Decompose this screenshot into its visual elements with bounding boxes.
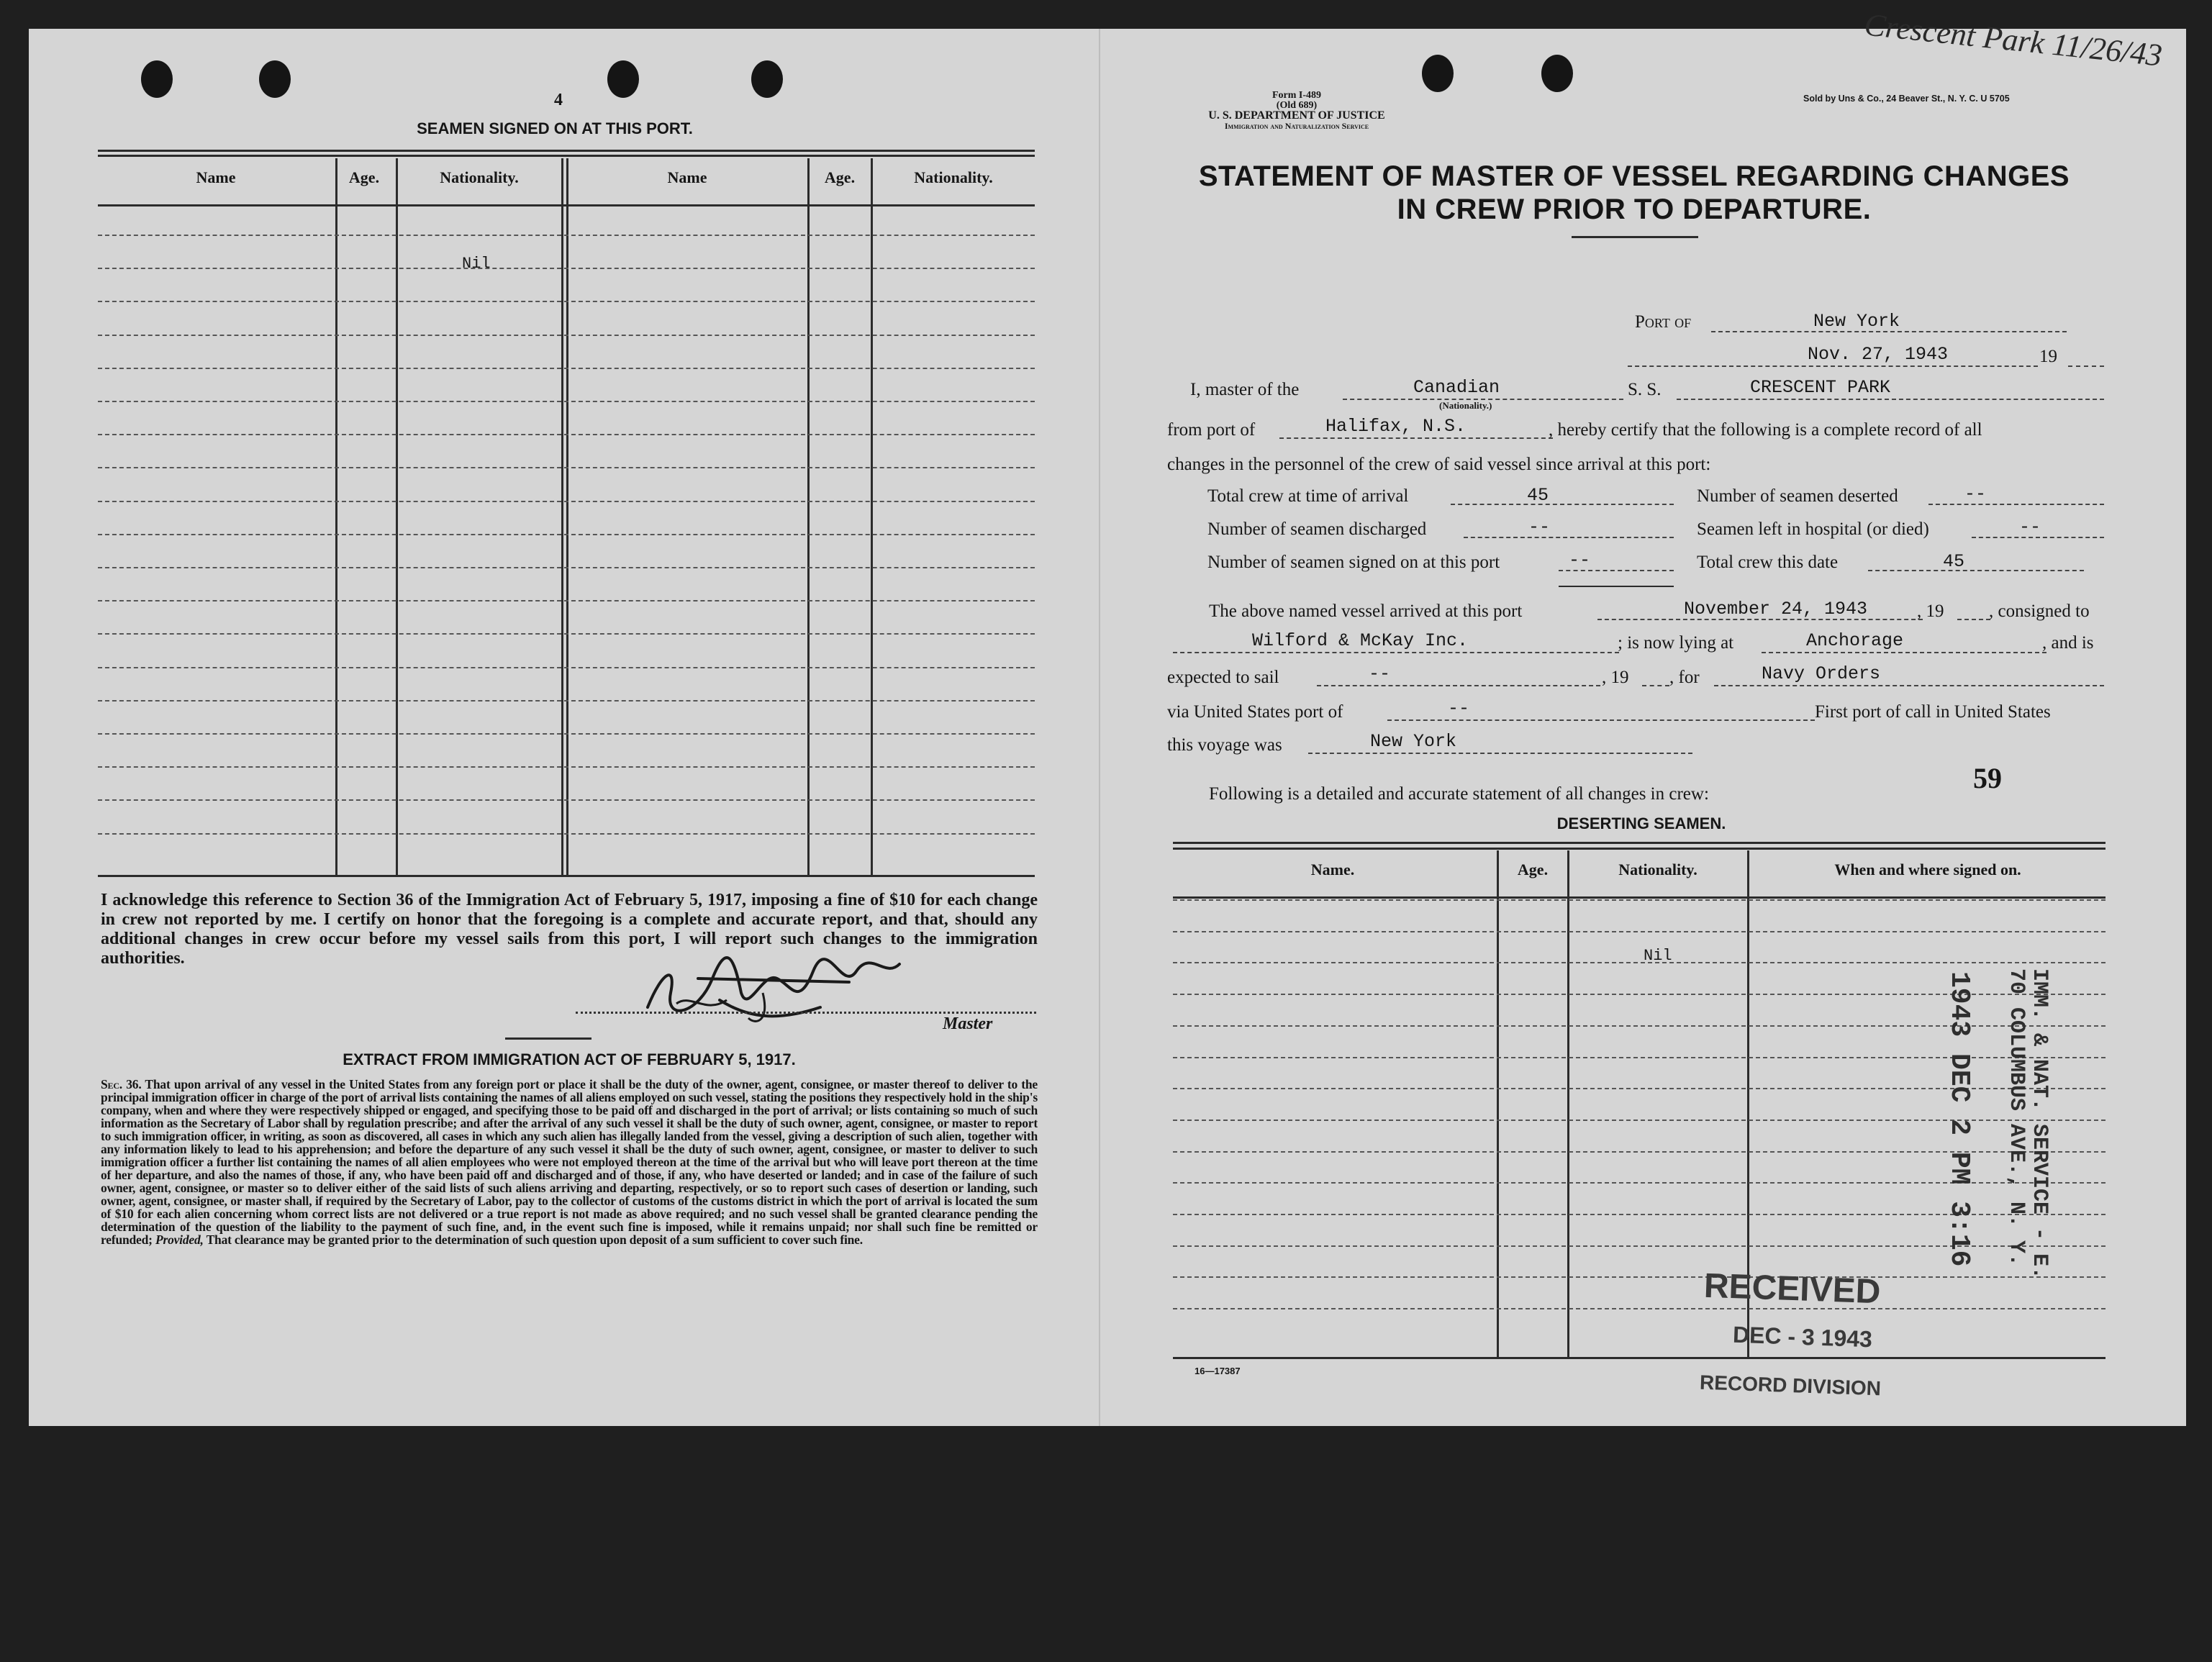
table-row-line <box>98 700 1035 701</box>
deserted-label: Number of seamen deserted <box>1697 486 1898 506</box>
signed-on-value: -- <box>1569 550 1591 571</box>
total-crew-date-value: 45 <box>1943 551 1965 572</box>
extract-title: EXTRACT FROM IMMIGRATION ACT OF FEBRUARY 5, 1917. <box>343 1050 796 1068</box>
table-row-line <box>1173 1308 2106 1309</box>
field-line <box>1868 570 2084 571</box>
master-signature <box>633 950 935 1029</box>
table-row-line <box>98 733 1035 735</box>
nationality-caption: (Nationality.) <box>1439 400 1492 411</box>
extract-text <box>101 1078 1038 1246</box>
page-number: 4 <box>554 91 563 109</box>
form-old-number: (Old 689) <box>1276 100 1318 111</box>
table-row-line <box>98 667 1035 668</box>
table-row-line <box>98 633 1035 635</box>
section-title: SEAMEN SIGNED ON AT THIS PORT. <box>417 119 693 137</box>
col-header-nationality: Nationality. <box>914 168 993 186</box>
vessel-name: CRESCENT PARK <box>1750 377 1891 398</box>
discharged-value: -- <box>1528 517 1551 537</box>
deserting-title: DESERTING SEAMEN. <box>1556 814 1726 832</box>
table-row-line <box>98 534 1035 535</box>
signature-line <box>576 1012 1036 1014</box>
table-top-rule <box>98 155 1035 157</box>
table-row-line <box>98 434 1035 435</box>
table-top-rule <box>98 150 1035 152</box>
service-stamp-line2: 70 COLUMBUS AVE., N. Y. <box>2004 968 2029 1267</box>
desert-table-bottom-rule <box>1173 1357 2106 1359</box>
hospital-label: Seamen left in hospital (or died) <box>1697 519 1929 539</box>
port-value: New York <box>1813 311 1900 332</box>
port-label: Port of <box>1635 312 1692 332</box>
desert-table-header-rule <box>1173 896 2106 899</box>
col-header-name: Name <box>196 168 236 186</box>
form-number: Form I-489 <box>1272 90 1322 101</box>
date-value: Nov. 27, 1943 <box>1808 344 1949 365</box>
expected-year-prefix: , 19 <box>1602 668 1629 687</box>
field-line <box>1451 504 1674 505</box>
punch-hole <box>1422 55 1454 92</box>
counts-underline <box>1559 586 1674 587</box>
table-row-line <box>98 600 1035 601</box>
service-stamp-line1: IMM. & NAT. SERVICE - E. <box>2027 968 2052 1280</box>
form-code: 16—17387 <box>1195 1366 1241 1376</box>
desert-table-top-rule <box>1173 842 2106 844</box>
field-line <box>1173 652 1619 653</box>
following-text: Following is a detailed and accurate statement of all changes in crew: <box>1209 784 1709 804</box>
col-header-name: Name <box>667 168 707 186</box>
field-line <box>1714 685 2104 686</box>
discharged-label: Number of seamen discharged <box>1207 519 1427 539</box>
table-row-line <box>98 567 1035 568</box>
table-row-line <box>98 401 1035 402</box>
service-stamp-date: 1943 DEC 2 PM 3:16 <box>1944 971 1975 1267</box>
desert-table-top-rule <box>1173 848 2106 850</box>
first-port-label: First port of call in United States <box>1815 702 2051 722</box>
field-line <box>1928 504 2104 505</box>
signature-rule <box>505 1037 591 1040</box>
table-row-line <box>1173 899 2106 901</box>
nationality-value: Canadian <box>1413 377 1500 398</box>
voyage-value: New York <box>1370 731 1457 752</box>
consigned-label: , consigned to <box>1989 601 2090 621</box>
signed-on-label: Number of seamen signed on at this port <box>1207 553 1500 572</box>
table-row-line <box>98 368 1035 369</box>
desert-nationality-entry: Nil <box>1644 947 1672 965</box>
department-name: U. S. DEPARTMENT OF JUSTICE <box>1208 109 1385 122</box>
from-port-value: Halifax, N.S. <box>1325 416 1467 437</box>
and-is-text: , and is <box>2042 633 2094 653</box>
acknowledgement-text: I acknowledge this reference to Section 36 of the Immigration Act of February 5, 1917, imposing a fine of $10 for each change in crew not reported by me. I certify on honor that the foregoing is a complete and accurate report, and that, should any additional changes in crew occur before my vessel sails from this port, I will report such changes to the immigration authorities. <box>101 891 1038 968</box>
table-row-line <box>98 268 1035 269</box>
col-header-age: Age. <box>824 168 856 186</box>
arrived-year-prefix: , 19 <box>1917 601 1944 621</box>
sheet-number: 59 <box>1973 762 2002 794</box>
nationality-entry: Nil <box>462 255 491 273</box>
col-divider <box>1567 850 1569 1357</box>
table-row-line <box>98 766 1035 768</box>
field-line <box>1628 365 2038 367</box>
lying-label: ; is now lying at <box>1618 633 1734 653</box>
extract-body: That upon arrival of any vessel in the United States from any foreign port or place it shall be the duty of the owner, agent, consignee, or master thereof to deliver to the principal immigration officer in charge of the port of arrival lists containing the names of all aliens employed on such vessel, stating the positions they respectively hold in the ship's company, when and where they were respectively shipped or engaged, and specifying those to be paid off and discharged in the port of arrival; or lists containing so much of such information as the Secretary of Labor shall by regulation prescribe; and after the arrival of any such vessel it shall be the duty of such owner, agent, consignee, or master to report to such immigration officer, in writing, as soon as discovered, all cases in which any such alien has illegally landed from the vessel, giving a description of such alien, together with any information likely to lead to his apprehension; and before the departure of any such vessel it shall be the duty of such owner, agent, consignee, or master to deliver to such immigration officer a further list containing the names of all alien employees who were not employed thereon at the time of the arrival but who will leave port thereon at the time of her departure, and also the names of those, if any, who have been paid off and discharged and of those, if any, who have deserted or landed; and in case of the failure of such owner, agent, consignee, or master so to deliver either of the said lists of such aliens arriving and departing, respectively, or so to report such cases of desertion or landing, such owner, agent, consignee, or master shall, if required by the Secretary of Labor, pay to the collector of customs of the customs district in which the port of arrival is located the sum of $10 for each alien concerning whom correct lists are not delivered or a true report is not made as above required; and no such vessel shall be granted clearance pending the determination of the question of the liability to the payment of such fine, and, in the event such fine is imposed, while it remains unpaid; nor shall such fine be remitted or refunded; <box>101 1077 1038 1247</box>
service-name: Immigration and Naturalization Service <box>1224 121 1369 131</box>
field-line <box>1308 753 1692 754</box>
field-line <box>1957 619 1990 620</box>
field-line <box>1317 685 1600 686</box>
punch-hole <box>751 60 783 98</box>
table-bottom-rule <box>98 875 1035 877</box>
punch-hole <box>1541 55 1573 92</box>
form-title <box>1151 160 2117 226</box>
table-row-line <box>98 335 1035 336</box>
form-title-line2: IN CREW PRIOR TO DEPARTURE. <box>1397 194 1872 225</box>
table-row-line <box>98 833 1035 835</box>
desert-col-nationality: Nationality. <box>1618 860 1697 878</box>
arrived-label: The above named vessel arrived at this port <box>1209 601 1523 621</box>
seller-imprint: Sold by Uns & Co., 24 Beaver St., N. Y. C. U 5705 <box>1803 94 2010 104</box>
table-row-line <box>1173 962 2106 963</box>
field-line <box>1279 437 1553 439</box>
total-crew-arrival-label: Total crew at time of arrival <box>1207 486 1409 506</box>
total-crew-date-label: Total crew this date <box>1697 553 1839 572</box>
received-stamp: RECEIVED <box>1703 1266 1882 1312</box>
desert-col-name: Name. <box>1310 860 1355 878</box>
deserted-value: -- <box>1964 483 1987 504</box>
handwritten-annotation: Crescent Park 11/26/43 <box>1862 6 2164 73</box>
field-line <box>1464 537 1674 538</box>
table-row-line <box>1173 931 2106 932</box>
punch-hole <box>259 60 291 98</box>
col-header-age: Age. <box>348 168 380 186</box>
hospital-value: -- <box>2019 517 2041 537</box>
voyage-label: this voyage was <box>1167 735 1282 755</box>
table-row-line <box>98 467 1035 468</box>
via-value: -- <box>1448 698 1470 719</box>
col-divider <box>1497 850 1499 1357</box>
received-date: DEC - 3 1943 <box>1732 1321 1873 1353</box>
table-row-line <box>98 301 1035 302</box>
table-row-line <box>98 501 1035 502</box>
master-of-label: I, master of the <box>1190 380 1300 399</box>
master-label: Master <box>943 1014 993 1033</box>
extract-end: That clearance may be granted prior to the determination of such question upon deposit of a sum sufficient to cover such fine. <box>206 1232 863 1247</box>
arrived-value: November 24, 1943 <box>1684 599 1868 619</box>
changes-text: changes in the personnel of the crew of said vessel since arrival at this port: <box>1167 455 1711 474</box>
table-row-line <box>1173 1276 2106 1278</box>
title-underline <box>1572 236 1698 238</box>
expected-label: expected to sail <box>1167 668 1279 687</box>
certify-text: , hereby certify that the following is a complete record of all <box>1549 420 1982 440</box>
field-line <box>1762 652 2046 653</box>
total-crew-arrival-value: 45 <box>1527 485 1549 506</box>
table-row-line <box>98 799 1035 801</box>
field-line <box>1387 719 1815 721</box>
punch-hole <box>607 60 639 98</box>
record-division-stamp: RECORD DIVISION <box>1699 1371 1882 1400</box>
consignee-value: Wilford & McKay Inc. <box>1252 630 1469 651</box>
page-fold <box>1099 29 1100 1426</box>
form-header <box>1174 91 1419 131</box>
table-row-line <box>98 235 1035 236</box>
punch-hole <box>141 60 173 98</box>
desert-col-age: Age. <box>1517 860 1549 878</box>
col-header-nationality: Nationality. <box>440 168 519 186</box>
extract-section: Sec. 36. <box>101 1077 142 1091</box>
for-label: , for <box>1669 668 1700 687</box>
field-line <box>2068 365 2104 367</box>
from-port-label: from port of <box>1167 420 1256 440</box>
field-line <box>1642 685 1669 686</box>
for-value: Navy Orders <box>1762 663 1881 684</box>
ss-label: S. S. <box>1628 380 1662 399</box>
date-suffix: 19 <box>2039 347 2057 366</box>
desert-col-signed-on: When and where signed on. <box>1834 860 2021 878</box>
form-title-line1: STATEMENT OF MASTER OF VESSEL REGARDING CHANGES <box>1198 160 2070 192</box>
extract-provided: Provided, <box>155 1232 204 1247</box>
expected-value: -- <box>1369 663 1391 684</box>
field-line <box>1677 399 2104 400</box>
via-label: via United States port of <box>1167 702 1343 722</box>
lying-value: Anchorage <box>1806 630 1904 651</box>
